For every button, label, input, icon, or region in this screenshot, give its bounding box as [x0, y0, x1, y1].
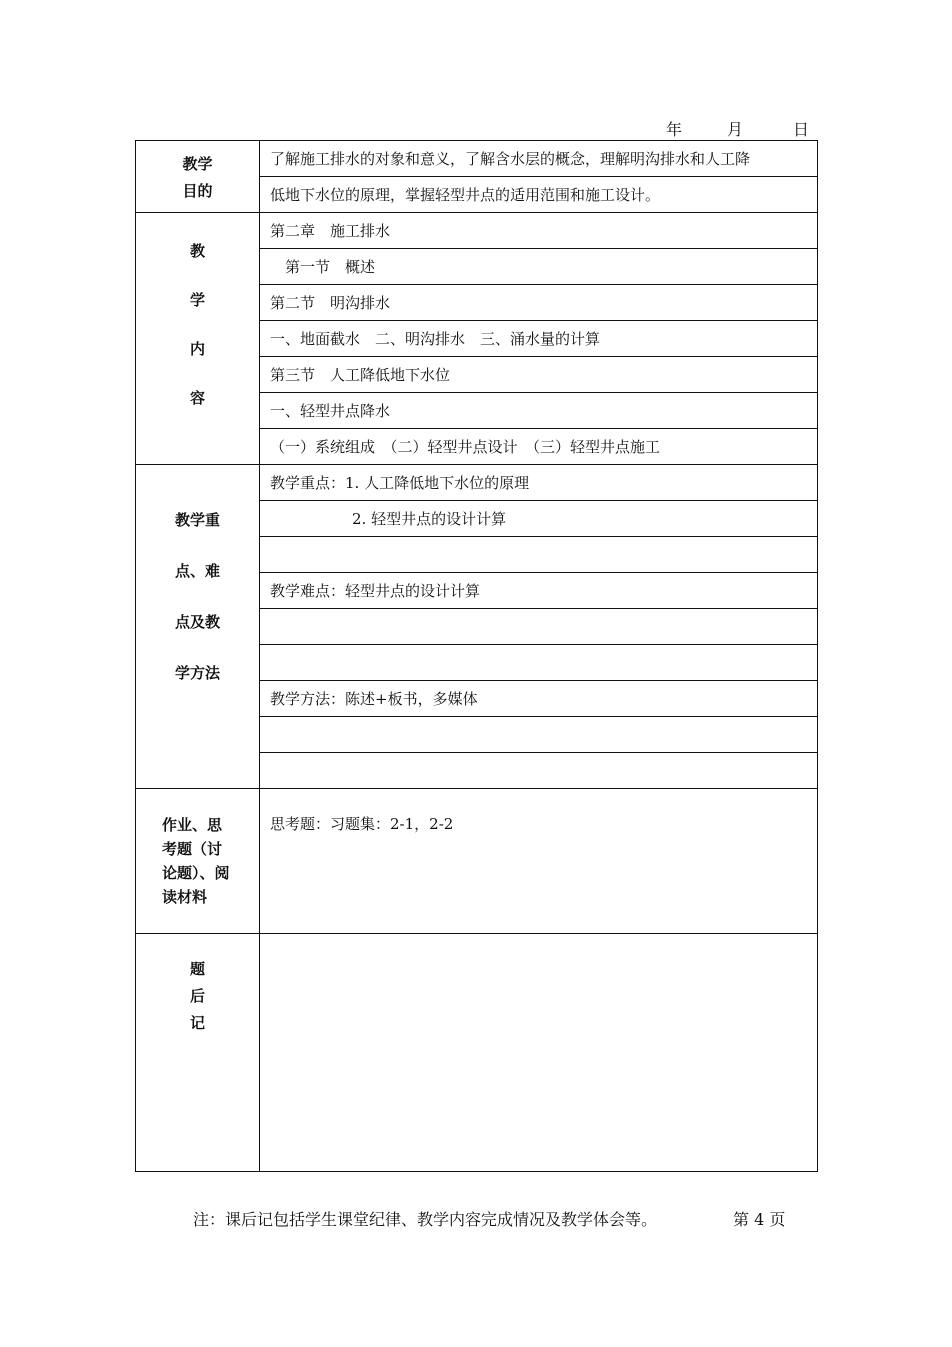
content-line: 第二节 明沟排水	[260, 285, 818, 321]
content-label-char: 教	[189, 241, 205, 260]
afterword-label-char: 题	[189, 960, 205, 978]
homework-label-line: 作业、思	[162, 816, 223, 834]
content-line: 第一节 概述	[260, 249, 818, 285]
content-label	[136, 213, 260, 465]
afterword-label-char: 后	[189, 987, 205, 1005]
homework-label-line: 论题）、阅	[162, 864, 230, 882]
objectives-text-line-2: 低地下水位的原理，掌握轻型井点的适用范围和施工设计。	[260, 177, 818, 213]
key-points-line: 教学方法：陈述+板书，多媒体	[260, 681, 818, 717]
key-points-label-line: 教学重	[174, 510, 220, 529]
homework-row	[136, 789, 818, 934]
afterword-text	[260, 934, 818, 1172]
key-points-line	[260, 645, 818, 681]
content-line: 第三节 人工降低地下水位	[260, 357, 818, 393]
key-points-label-line: 点及教	[174, 612, 220, 631]
content-label-char: 学	[189, 290, 205, 309]
objectives-label-line: 教学	[182, 154, 213, 173]
content-label-char: 内	[189, 339, 205, 358]
afterword-row	[136, 934, 818, 1172]
key-points-line	[260, 717, 818, 753]
date-day-label: 日	[793, 120, 810, 139]
key-points-line: 教学难点：轻型井点的设计计算	[260, 573, 818, 609]
key-points-label	[136, 465, 260, 789]
objectives-row-1	[136, 141, 818, 177]
key-points-label-line: 学方法	[174, 663, 220, 682]
content-line: 一、轻型井点降水	[260, 393, 818, 429]
homework-label	[136, 789, 260, 934]
content-label-char: 容	[189, 388, 205, 407]
objectives-label-line: 目的	[182, 181, 213, 200]
date-year-label: 年	[666, 120, 683, 139]
lesson-plan-table	[135, 140, 818, 1172]
objectives-text-line-1: 了解施工排水的对象和意义，了解含水层的概念，理解明沟排水和人工降	[260, 141, 818, 177]
afterword-label-char: 记	[189, 1014, 205, 1032]
key-points-line	[260, 753, 818, 789]
content-line: （一）系统组成 （二）轻型井点设计 （三）轻型井点施工	[260, 429, 818, 465]
homework-text: 思考题：习题集：2-1，2-2	[260, 789, 818, 934]
date-month-label: 月	[727, 120, 744, 139]
key-points-line: 2. 轻型井点的设计计算	[260, 501, 818, 537]
key-points-line	[260, 609, 818, 645]
content-line: 一、地面截水 二、明沟排水 三、涌水量的计算	[260, 321, 818, 357]
key-points-line	[260, 537, 818, 573]
page-number: 第 4 页	[733, 1210, 786, 1229]
afterword-label	[136, 934, 260, 1172]
objectives-label	[136, 141, 260, 213]
homework-label-line: 考题（讨	[162, 840, 223, 858]
footer-note: 注：课后记包括学生课堂纪律、教学内容完成情况及教学体会等。	[193, 1210, 658, 1229]
key-points-row	[136, 465, 818, 501]
content-line: 第二章 施工排水	[260, 213, 818, 249]
date-line	[0, 117, 952, 139]
homework-label-line: 读材料	[162, 888, 208, 906]
key-points-line: 教学重点：1. 人工降低地下水位的原理	[260, 465, 818, 501]
content-row	[136, 213, 818, 249]
key-points-label-line: 点、难	[174, 561, 220, 580]
